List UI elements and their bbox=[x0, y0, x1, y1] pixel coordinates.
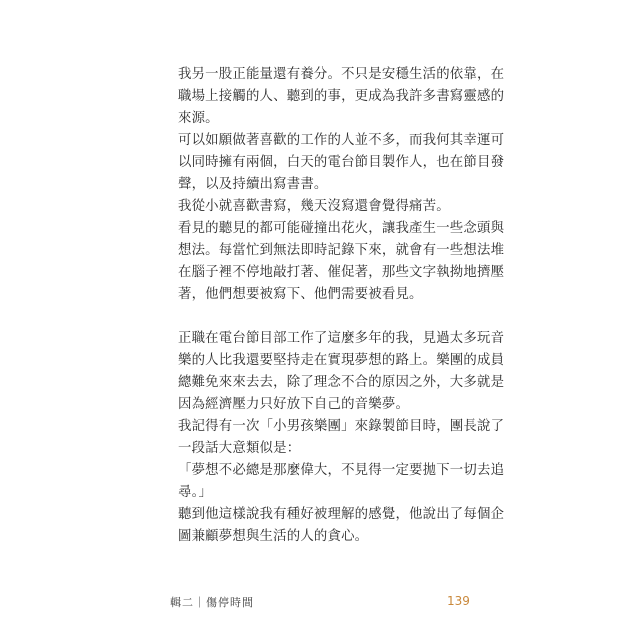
text-line: 著，他們想要被寫下、他們需要被看見。 bbox=[178, 287, 423, 302]
text-line: 總難免來來去去，除了理念不合的原因之外，大多就是 bbox=[178, 375, 505, 390]
text-line: 我另一股正能量還有養分。不只是安穩生活的依靠，在 bbox=[178, 67, 505, 82]
text-line: 聽到他這樣說我有種好被理解的感覺，他說出了每個企 bbox=[178, 507, 505, 522]
text-line: 以同時擁有兩個，白天的電台節目製作人，也在節目發 bbox=[178, 155, 505, 170]
text-line: 因為經濟壓力只好放下自己的音樂夢。 bbox=[178, 397, 410, 412]
text-line: 一段話大意類似是： bbox=[178, 441, 301, 456]
text-line: 看見的聽見的都可能碰撞出花火，讓我產生一些念頭與 bbox=[178, 221, 505, 236]
paragraph-gap bbox=[178, 306, 488, 328]
paragraph bbox=[178, 196, 488, 218]
paragraph bbox=[178, 64, 505, 130]
paragraph bbox=[178, 130, 505, 196]
paragraph bbox=[178, 504, 505, 548]
text-line: 來源。 bbox=[178, 111, 219, 126]
text-line: 我記得有一次「小男孩樂團」來錄製節目時，團長說了 bbox=[178, 419, 505, 434]
text-line: 想法。每當忙到無法即時記錄下來，就會有一些想法堆 bbox=[178, 243, 505, 258]
page-footer bbox=[0, 594, 640, 614]
text-line: 我從小就喜歡書寫，幾天沒寫還會覺得痛苦。 bbox=[178, 199, 450, 214]
text-line: 樂的人比我還要堅持走在實現夢想的路上。樂團的成員 bbox=[178, 353, 505, 368]
text-line: 在腦子裡不停地敲打著、催促著，那些文字執拗地擠壓 bbox=[178, 265, 505, 280]
body-text bbox=[178, 64, 505, 548]
paragraph bbox=[178, 460, 505, 504]
paragraph bbox=[178, 218, 505, 306]
text-line: 圖兼顧夢想與生活的人的貪心。 bbox=[178, 529, 369, 544]
paragraph bbox=[178, 328, 505, 416]
page-number: 139 bbox=[447, 594, 470, 608]
text-line: 聲，以及持續出寫書書。 bbox=[178, 177, 328, 192]
text-line: 正職在電台節目部工作了這麼多年的我，見過太多玩音 bbox=[178, 331, 505, 346]
text-line: 尋。」 bbox=[178, 485, 213, 500]
text-line: 職場上接觸的人、聽到的事，更成為我許多書寫靈感的 bbox=[178, 89, 505, 104]
text-line: 可以如願做著喜歡的工作的人並不多，而我何其幸運可 bbox=[178, 133, 505, 148]
text-line: 「夢想不必總是那麼偉大，不見得一定要拋下一切去追 bbox=[178, 463, 505, 478]
section-title: 輯二｜傷停時間 bbox=[170, 596, 254, 609]
paragraph bbox=[178, 416, 505, 460]
